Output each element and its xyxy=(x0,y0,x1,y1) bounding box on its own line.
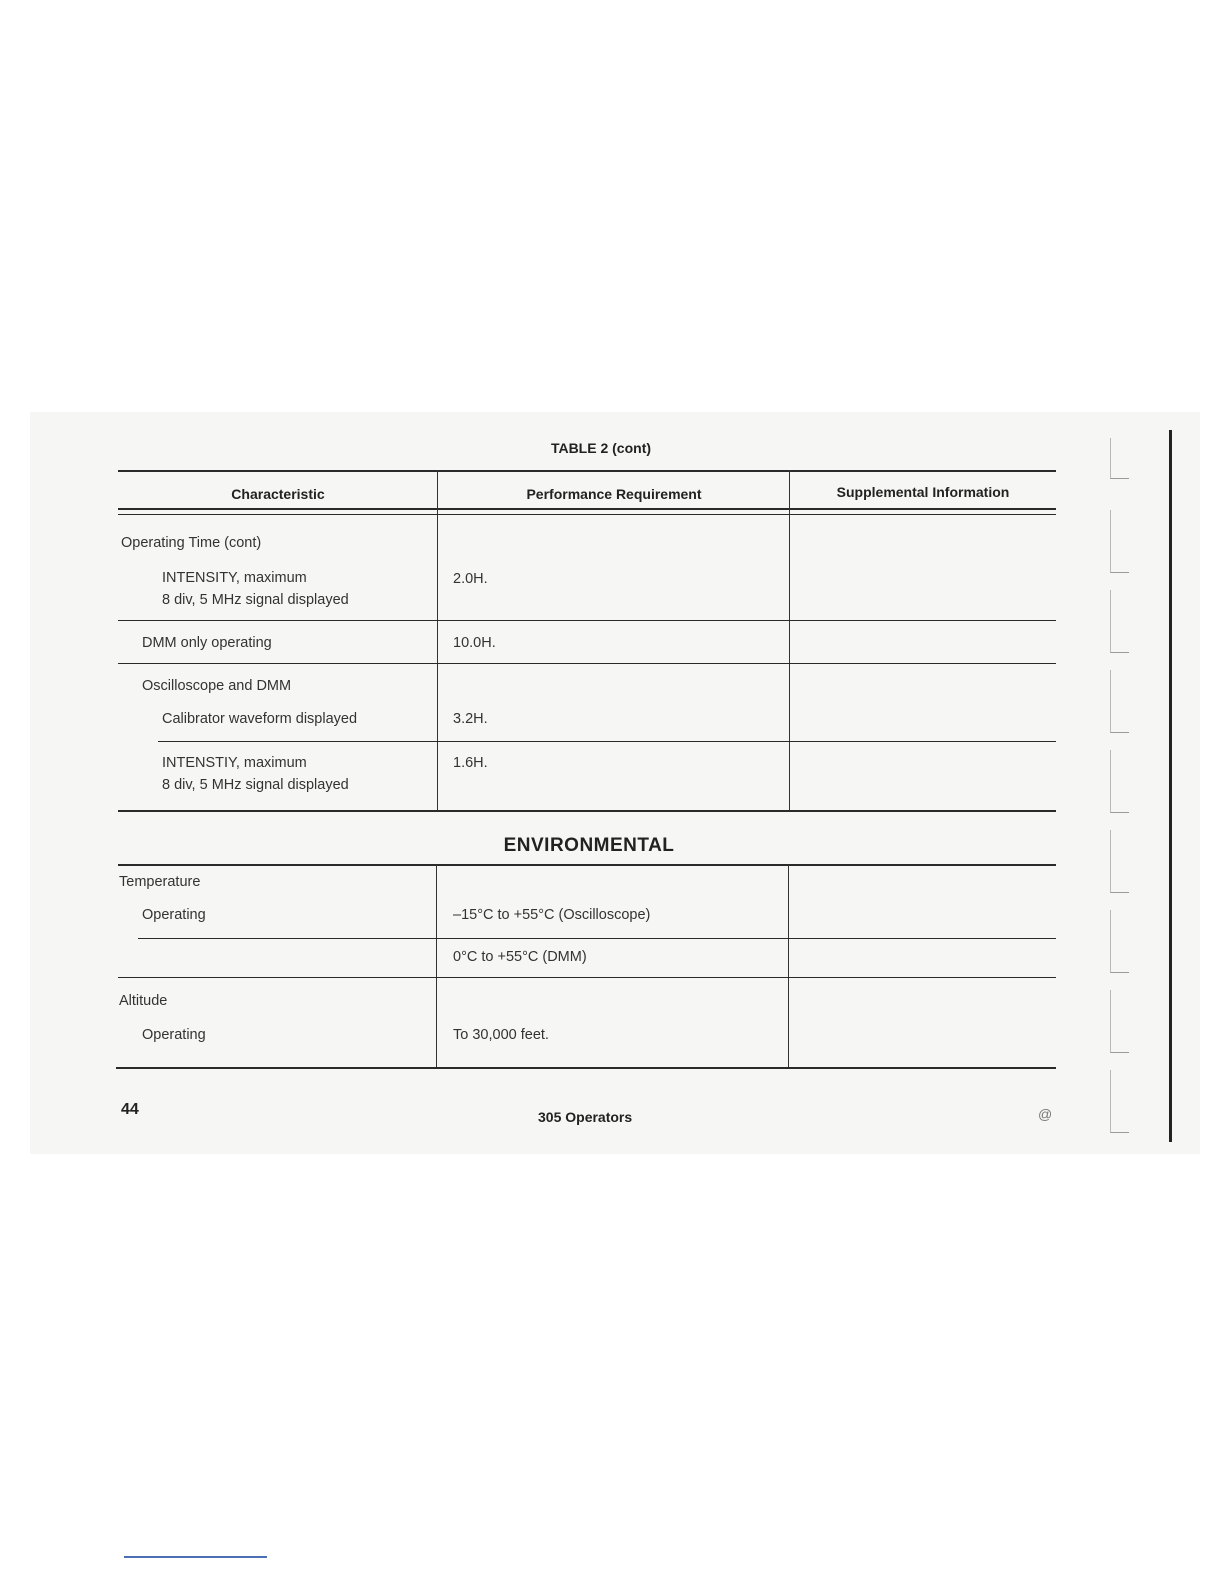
row-performance: 10.0H. xyxy=(453,635,496,651)
row-rule xyxy=(118,620,1056,621)
manual-title: 305 Operators xyxy=(538,1109,633,1125)
row-label-line: Operating xyxy=(142,1027,206,1043)
row-performance: 2.0H. xyxy=(453,571,488,587)
publisher-mark: @ xyxy=(1038,1106,1053,1122)
row-group-label: Temperature xyxy=(119,874,201,890)
header-bottom-rule-2 xyxy=(118,514,1056,515)
column-divider-1 xyxy=(437,470,438,811)
row-label-line: Operating xyxy=(142,907,206,923)
header-bottom-rule-1 xyxy=(118,508,1056,510)
row-label-line: INTENSITY, maximum xyxy=(162,570,307,586)
column-divider-2 xyxy=(788,864,789,1068)
section-title: ENVIRONMENTAL xyxy=(503,835,675,856)
header-top-rule xyxy=(118,470,1056,472)
row-label-line: Calibrator waveform displayed xyxy=(162,711,358,727)
row-group-label: Altitude xyxy=(119,993,168,1009)
row-performance: –15°C to +55°C (Oscilloscope) xyxy=(453,907,651,923)
row-label-line: 8 div, 5 MHz signal displayed xyxy=(162,592,349,608)
row-rule xyxy=(118,663,1056,664)
table-title: TABLE 2 (cont) xyxy=(550,440,652,456)
row-group-label: Oscilloscope and DMM xyxy=(142,678,292,694)
column-header-supplemental: Supplemental Information xyxy=(836,484,1010,500)
row-rule xyxy=(118,977,1056,978)
row-rule xyxy=(138,938,1056,939)
column-divider-1 xyxy=(436,864,437,1068)
row-performance: 1.6H. xyxy=(453,755,488,771)
row-performance: To 30,000 feet. xyxy=(453,1027,549,1043)
binding-marks xyxy=(1110,430,1150,1140)
row-rule xyxy=(158,741,1056,742)
column-divider-2 xyxy=(789,470,790,811)
binding-edge xyxy=(1169,430,1172,1142)
row-label-line: DMM only operating xyxy=(142,635,272,651)
column-header-performance: Performance Requirement xyxy=(526,486,702,502)
row-performance: 0°C to +55°C (DMM) xyxy=(453,949,587,965)
column-header-characteristic: Characteristic xyxy=(231,486,325,502)
page-number: 44 xyxy=(121,1101,139,1118)
row-group-label: Operating Time (cont) xyxy=(121,535,262,551)
table-bottom-rule xyxy=(116,1067,1056,1069)
row-label-line: INTENSTIY, maximum xyxy=(162,755,307,771)
table-bottom-rule xyxy=(118,810,1056,812)
row-label-line: 8 div, 5 MHz signal displayed xyxy=(162,777,349,793)
row-performance: 3.2H. xyxy=(453,711,488,727)
footnote-rule xyxy=(124,1556,267,1558)
section-rule xyxy=(118,864,1056,866)
